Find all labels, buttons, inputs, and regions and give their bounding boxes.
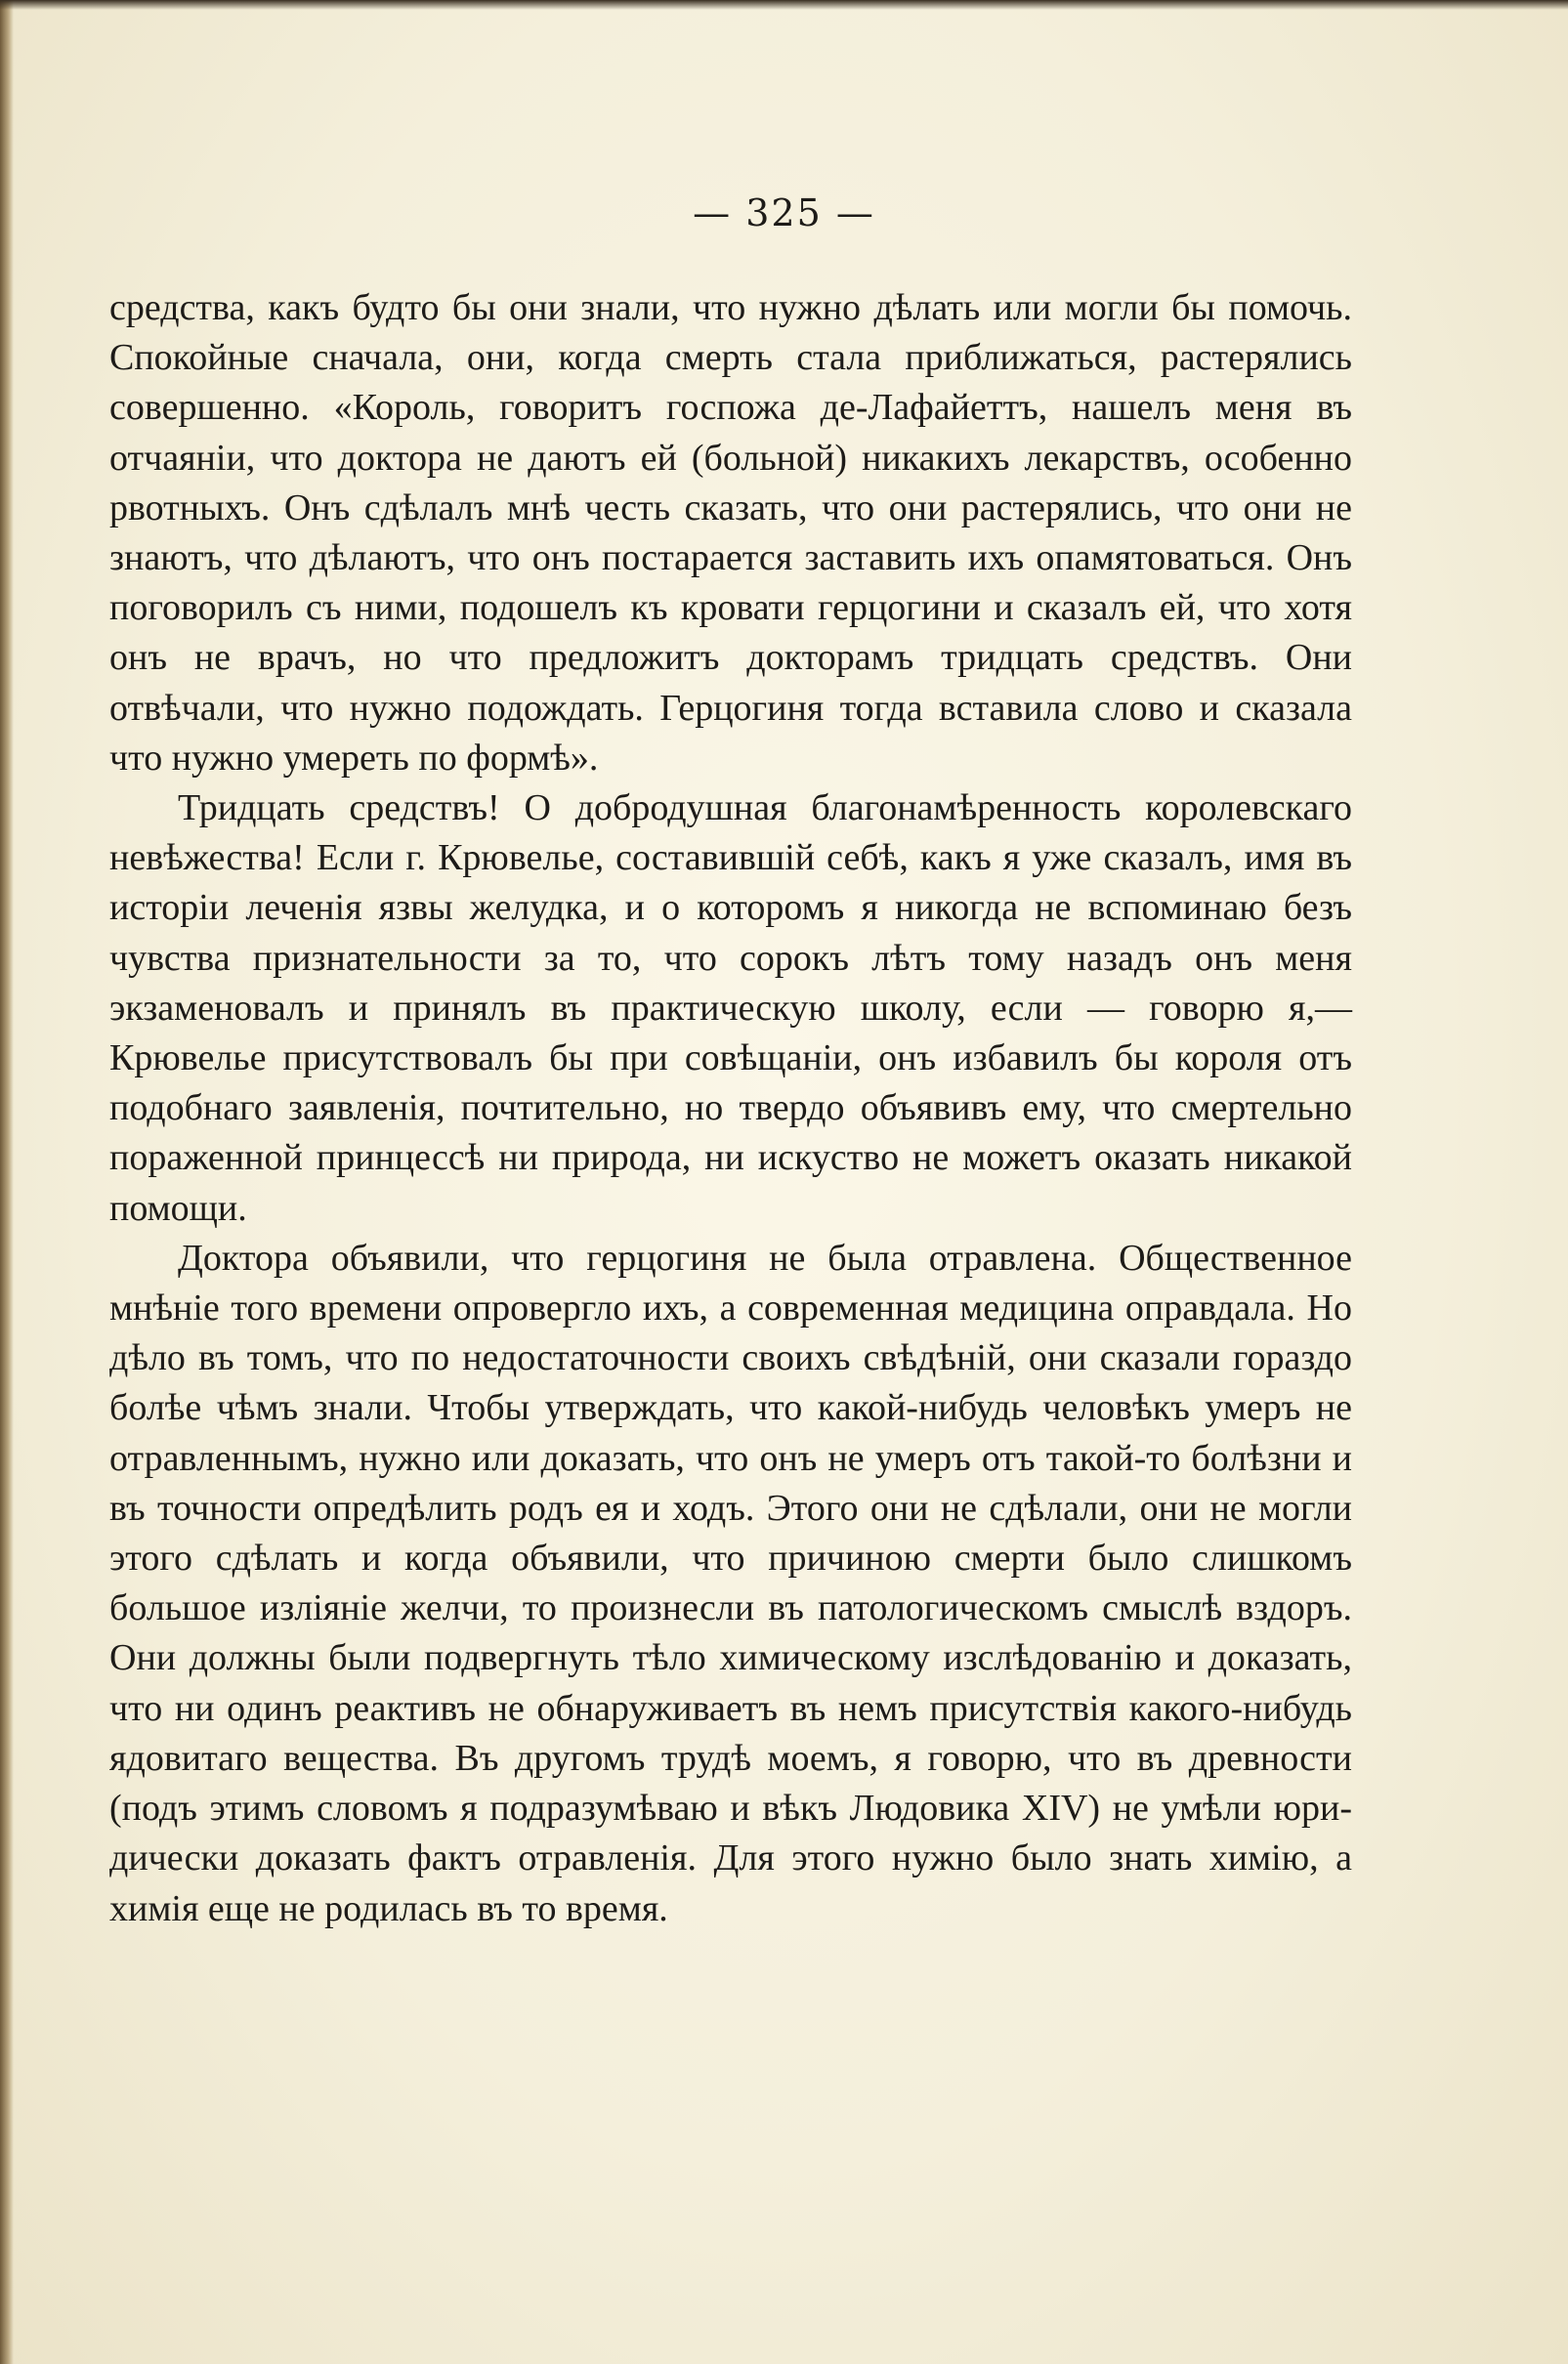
page-number: — 325 — — [693, 191, 875, 234]
paragraph-3: Доктора объявили, что герцогиня не была отравлена. Общественное мнѣніе того времени опровергло ихъ, а современная медицина оправдала. Но дѣло въ томъ, что по недостаточности своихъ свѣдѣній, они сказали гораздо болѣе чѣмъ знали. Чтобы утверждать, что какой-нибудь человѣкъ умеръ не отравленнымъ, нужно или доказать, что онъ не умеръ отъ такой-то болѣзни и въ точности опредѣлить родъ ея и ходъ. Этого они не сдѣлали, они не могли этого сдѣлать и когда объявили, что причиною смерти было слишкомъ большое изліяніе желчи, то произнесли въ патологическомъ смыслѣ вздоръ. Они должны были подвергнуть тѣло химическому изслѣдованію и доказать, что ни одинъ реактивъ не обнаруживаетъ въ немъ присутствія какого-нибудь ядовитаго вещества. Въ другомъ трудѣ моемъ, я говорю, что въ древности (подъ этимъ словомъ я подразумѣваю и вѣкъ Людовика XIV) не умѣли юридически доказать фактъ отравленія. Для этого нужно было знать химію, а химія еще не родилась въ то время. — [109, 1237, 1352, 1929]
paragraph-1: средства, какъ будто бы они знали, что нужно дѣлать или могли бы помочь. Спокойные сначала, они, когда смерть стала приближаться, растерялись совершенно. «Король, говоритъ госпожа де-Лафайеттъ, нашелъ меня въ отчаяніи, что доктора не даютъ ей (больной) никакихъ лекарствъ, особенно рвотныхъ. Онъ сдѣлалъ мнѣ честь сказать, что они растерялись, что они не знаютъ, что дѣлаютъ, что онъ постарается заставить ихъ опамятоваться. Онъ поговорилъ съ ними, подошелъ къ кровати герцогини и сказалъ ей, что хотя онъ не врачъ, но что предложитъ докторамъ тридцать средствъ. Они отвѣчали, что нужно подождать. Герцогиня тогда вставила слово и сказала что нужно умереть по формѣ». — [109, 287, 1352, 779]
body-text — [109, 283, 1352, 1934]
page-left-edge — [0, 0, 14, 2364]
paragraph-2: Тридцать средствъ! О добродушная благонамѣренность королевскаго невѣжества! Если г. Крювелье, составившій себѣ, какъ я уже сказалъ, имя въ исторіи леченія язвы желудка, и о которомъ я никогда не вспоминаю безъ чувства признательности за то, что сорокъ лѣтъ тому назадъ онъ меня экзаменовалъ и принялъ въ практическую школу, если — говорю я,— Крювелье присутствовалъ бы при совѣщаніи, онъ избавилъ бы короля отъ подобнаго заявленія, почтительно, но твердо объявивъ ему, что смертельно пораженной принцессѣ ни природа, ни искуство не можетъ оказать никакой помощи. — [109, 787, 1352, 1229]
page-top-edge — [0, 0, 1568, 10]
